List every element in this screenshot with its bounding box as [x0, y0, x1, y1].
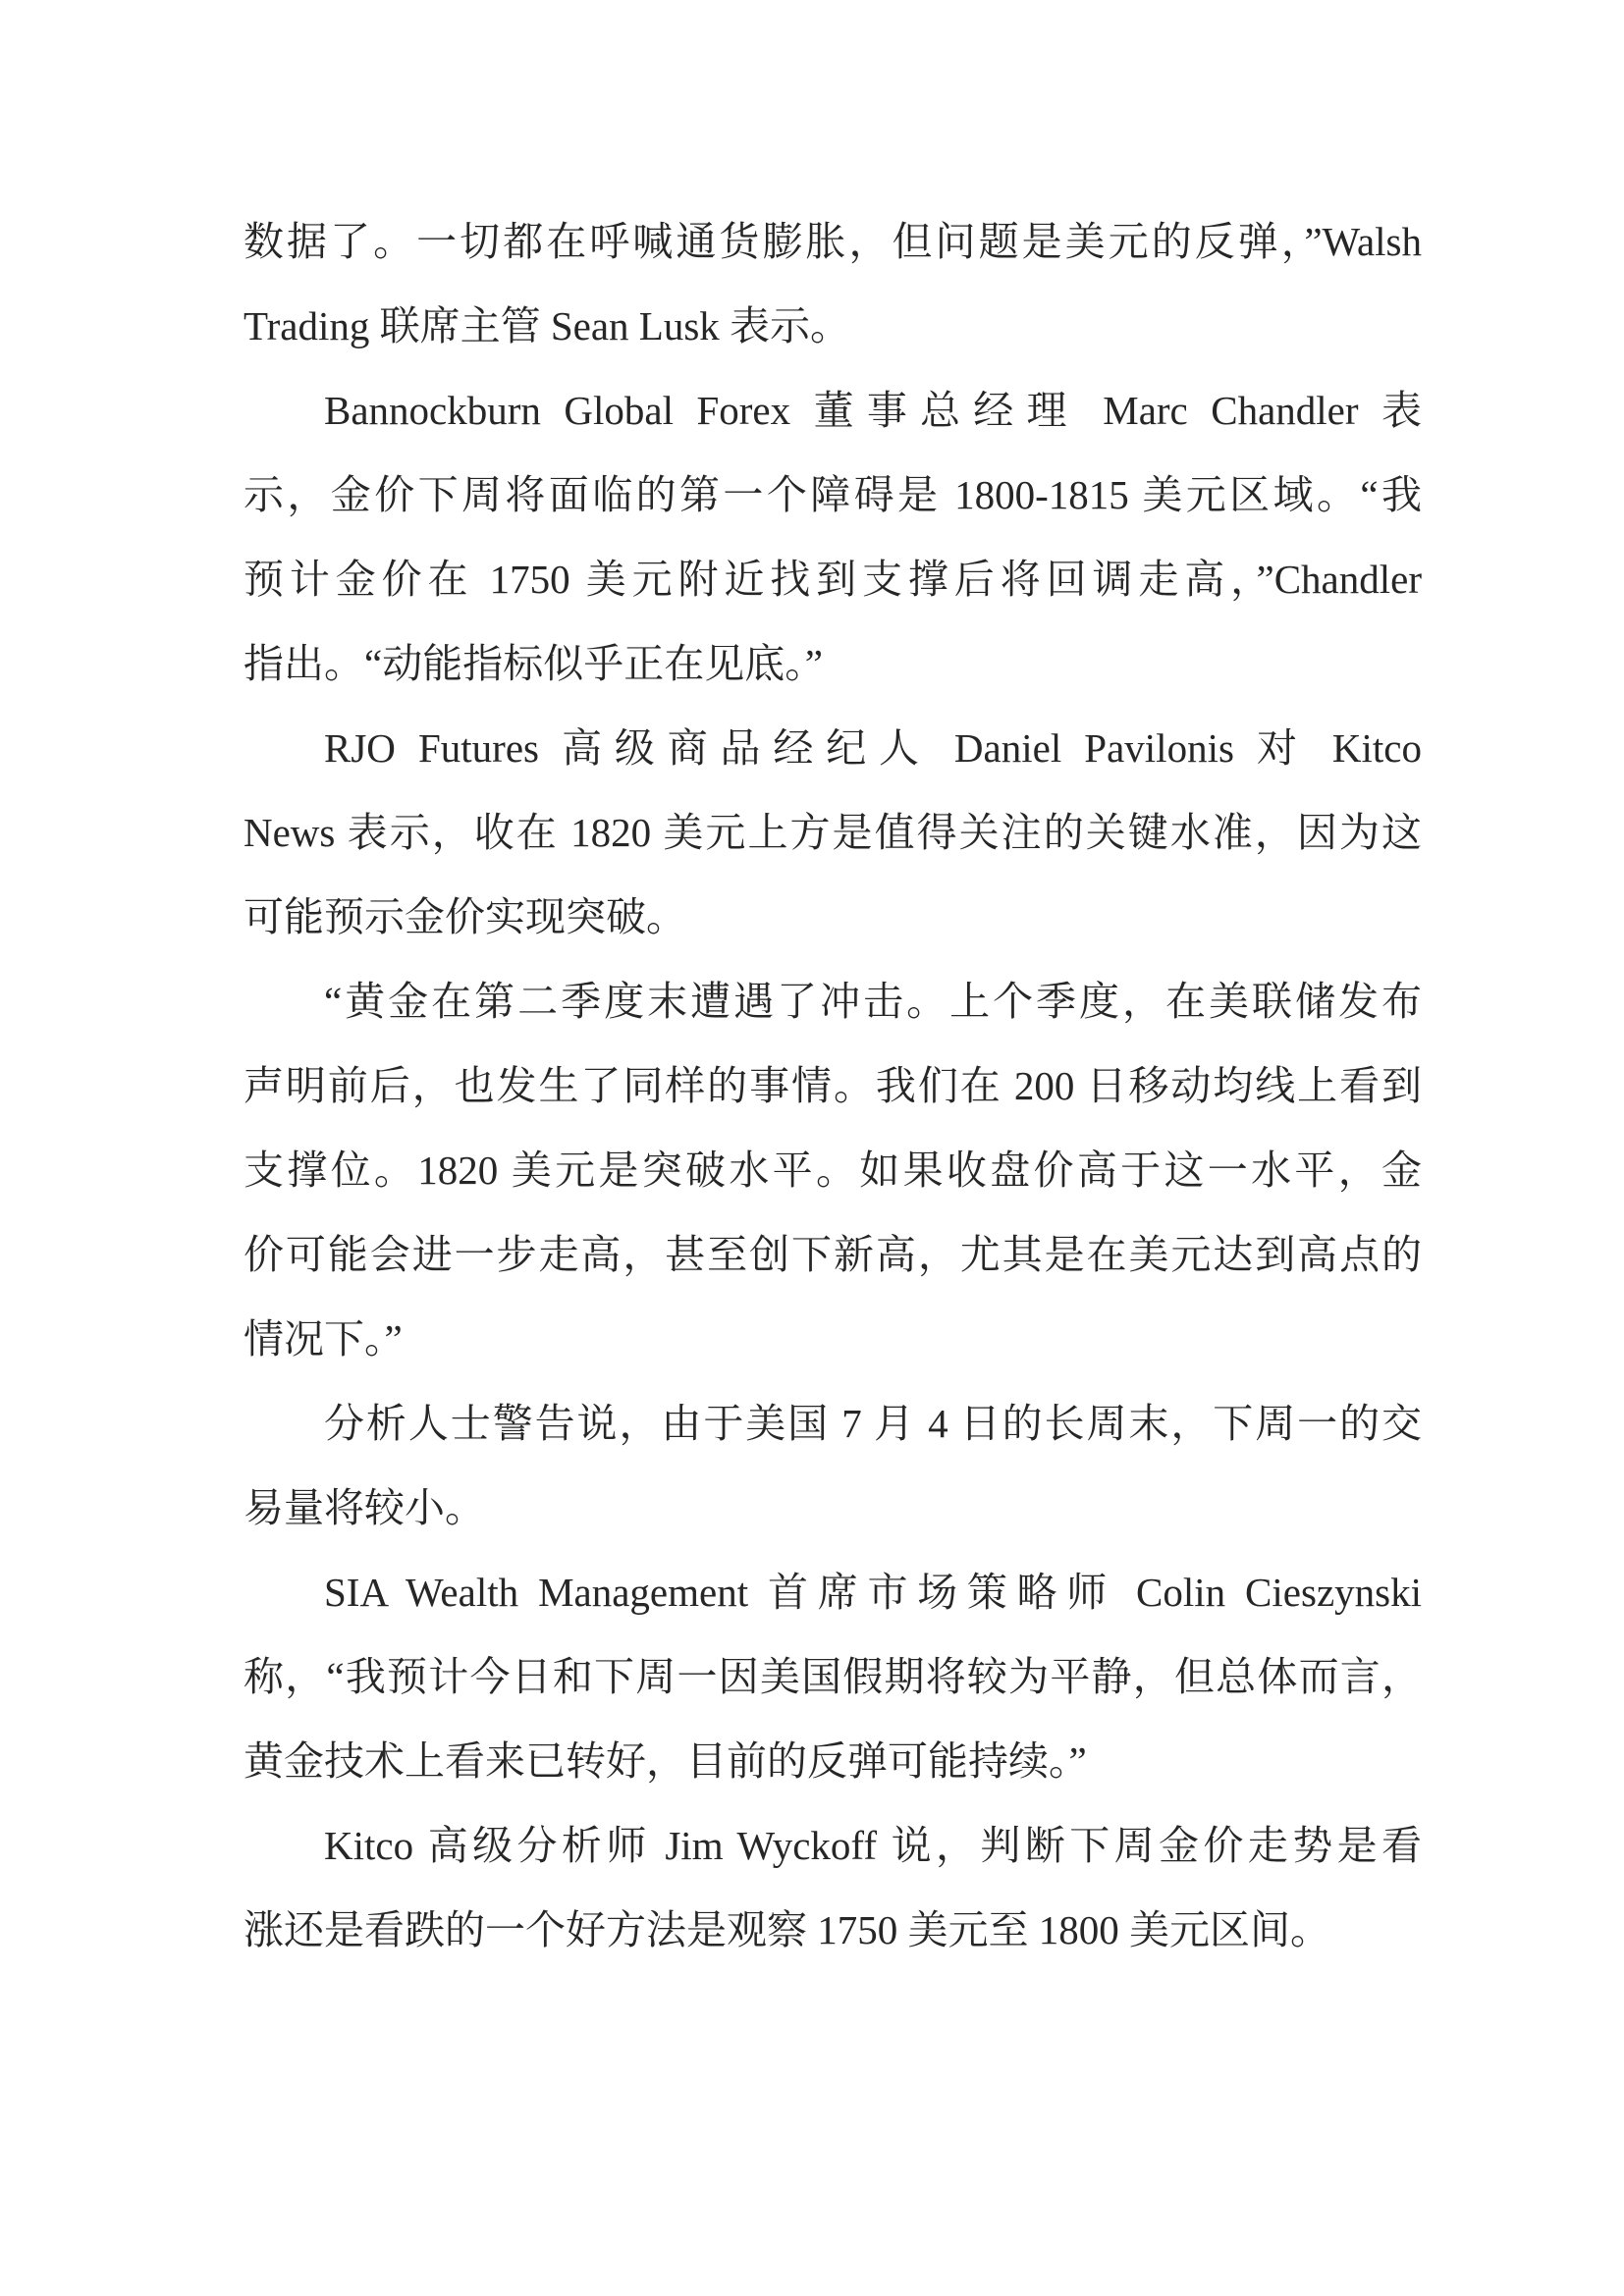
text-line: 分析人士警告说，由于美国 7 月 4 日的长周末，下周一的交 [324, 1401, 1422, 1446]
article-body [244, 199, 1422, 1972]
paragraph [244, 199, 1422, 368]
text-line: Bannockburn Global Forex 董事总经理 Marc Chandler 表 [324, 388, 1422, 433]
text-line: 声明前后，也发生了同样的事情。我们在 200 日移动均线上看到 [244, 1063, 1422, 1108]
text-line: 示，金价下周将面临的第一个障碍是 1800-1815 美元区域。“我 [244, 472, 1422, 517]
text-line: 易量将较小。 [244, 1485, 485, 1530]
paragraph [244, 1803, 1422, 1972]
text-line: SIA Wealth Management 首席市场策略师 Colin Cieszynski [324, 1570, 1422, 1615]
text-line: 涨还是看跌的一个好方法是观察 1750 美元至 1800 美元区间。 [244, 1907, 1330, 1952]
text-line: 可能预示金价实现突破。 [244, 894, 686, 939]
paragraph [244, 1381, 1422, 1550]
text-line: 称，“我预计今日和下周一因美国假期将较为平静，但总体而言， [244, 1654, 1422, 1699]
text-line: 黄金技术上看来已转好，目前的反弹可能持续。” [244, 1738, 1087, 1784]
text-line: 情况下。” [244, 1316, 403, 1362]
text-line: 价可能会进一步走高，甚至创下新高，尤其是在美元达到高点的 [244, 1232, 1422, 1277]
text-line: 支撑位。1820 美元是突破水平。如果收盘价高于这一水平，金 [244, 1148, 1422, 1193]
text-line: Trading 联席主管 Sean Lusk 表示。 [244, 303, 851, 348]
paragraph [244, 706, 1422, 959]
paragraph [244, 368, 1422, 706]
text-line: 数据了。一切都在呼喊通货膨胀，但问题是美元的反弹，”Walsh [244, 219, 1422, 264]
paragraph [244, 1550, 1422, 1803]
text-line: News 表示，收在 1820 美元上方是值得关注的关键水准，因为这 [244, 810, 1422, 855]
text-line: 指出。“动能指标似乎正在见底。” [244, 641, 823, 686]
text-line: “黄金在第二季度末遭遇了冲击。上个季度，在美联储发布 [324, 979, 1422, 1024]
paragraph [244, 959, 1422, 1381]
text-line: RJO Futures 高级商品经纪人 Daniel Pavilonis 对 Kitco [324, 725, 1422, 771]
text-line: Kitco 高级分析师 Jim Wyckoff 说，判断下周金价走势是看 [324, 1823, 1422, 1868]
text-line: 预计金价在 1750 美元附近找到支撑后将回调走高，”Chandler [244, 557, 1422, 602]
